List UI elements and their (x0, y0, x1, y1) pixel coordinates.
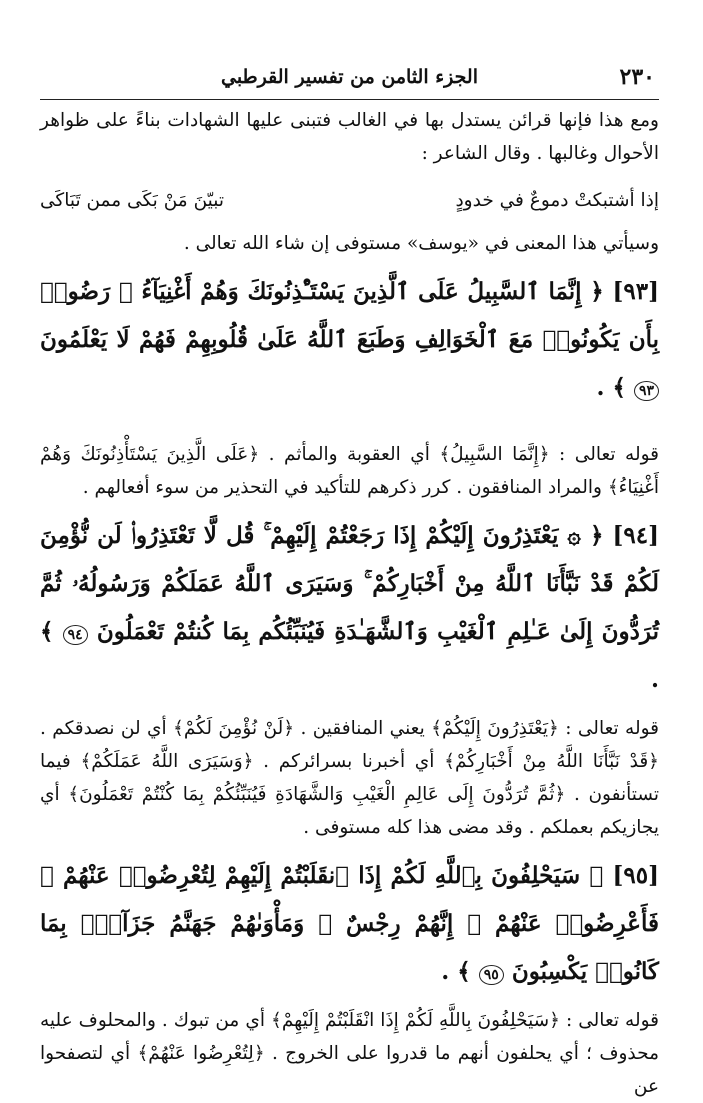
poem-second-hemistich: تبيّنَ مَنْ بَكَى ممن تَبَاكَى (40, 190, 224, 211)
verse-text: ﴿ إِنَّمَا ٱلسَّبِيلُ عَلَى ٱلَّذِينَ يَسْتَـْٔذِنُونَكَ وَهُمْ أَغْنِيَآءُ ۚ رَضُوا۟ بِأَن يَكُونُوا۟ مَعَ ٱلْخَوَالِفِ وَطَبَعَ ٱللَّهُ عَلَىٰ قُلُوبِهِمْ فَهُمْ لَا يَعْلَمُونَ (40, 278, 659, 353)
running-title: الجزء الثامن من تفسير القرطبي (220, 66, 478, 88)
paragraph-tafsir-95: قوله تعالى : ﴿سَيَحْلِفُونَ بِاللَّهِ لَكُمْ إِذَا انْقَلَبْتُمْ إِلَيْهِمْ﴾ أي من تبوك . والمحلوف عليه محذوف ؛ أي يحلفون أنهم ما قدروا على الخروج . ﴿لِتُعْرِضُوا عَنْهُمْ﴾ أي لتصفحوا عن (40, 1010, 659, 1097)
paragraph-yusuf-note: وسيأتي هذا المعنى في «يوسف» مستوفى إن شاء الله تعالى . (183, 233, 659, 254)
page-body (40, 104, 659, 1103)
verse-number: [٩٣] (612, 278, 659, 305)
ayah-end-mark: ٩٤ (63, 625, 88, 645)
verse-text: ﴿ ۞ يَعْتَذِرُونَ إِلَيْكُمْ إِذَا رَجَعْتُمْ إِلَيْهِمْ ۚ قُل لَّا تَعْتَذِرُوا۟ لَن نُّؤْمِنَ لَكُمْ قَدْ نَبَّأَنَا ٱللَّهُ مِنْ أَخْبَارِكُمْ ۚ وَسَيَرَى ٱللَّهُ عَمَلَكُمْ وَرَسُولُهُۥ ثُمَّ تُرَدُّونَ إِلَىٰ عَـٰلِمِ ٱلْغَيْبِ وَٱلشَّهَـٰدَةِ فَيُنَبِّئُكُم بِمَا كُنتُمْ تَعْمَلُونَ (40, 522, 659, 645)
verse-number: [٩٤] (612, 522, 659, 549)
poem-first-hemistich: إذا أشتبكتْ دموعٌ في خدودٍ (455, 190, 659, 211)
poem-verse (40, 184, 659, 217)
quran-verse-94 (40, 512, 659, 704)
paragraph-intro: ومع هذا فإنها قرائن يستدل بها في الغالب فتبنى عليها الشهادات بناءً على ظواهر الأحوال وغالبها . وقال الشاعر : (40, 110, 659, 164)
verse-close: ﴾ . (596, 374, 626, 401)
verse-close: ﴾ . (40, 618, 659, 693)
page-header (40, 58, 659, 98)
page-number: ٢٣٠ (619, 64, 655, 90)
paragraph-tafsir-94: قوله تعالى : ﴿يَعْتَذِرُونَ إِلَيْكُمْ﴾ يعني المنافقين . ﴿لَنْ نُؤْمِنَ لَكُمْ﴾ أي لن نصدقكم . ﴿قَدْ نَبَّأَنَا اللَّهُ مِنْ أَخْبَارِكُمْ﴾ أي أخبرنا بسرائركم . ﴿وَسَيَرَى اللَّهُ عَمَلَكُمْ﴾ فيما تستأنفون . ﴿ثُمَّ تُرَدُّونَ إِلَى عَالِمِ الْغَيْبِ وَالشَّهَادَةِ فَيُنَبِّئُكُمْ بِمَا كُنْتُمْ تَعْمَلُونَ﴾ أي يجازيكم بعملكم . وقد مضى هذا كله مستوفى . (40, 718, 659, 838)
verse-close: ﴾ . (441, 958, 471, 985)
quran-verse-93 (40, 268, 659, 412)
header-rule (40, 99, 659, 100)
ayah-end-mark: ٩٣ (634, 381, 659, 401)
verse-text: ﴿ سَيَحْلِفُونَ بِٱللَّهِ لَكُمْ إِذَا ٱنقَلَبْتُمْ إِلَيْهِمْ لِتُعْرِضُوا۟ عَنْهُمْ ۖ فَأَعْرِضُوا۟ عَنْهُمْ ۖ إِنَّهُمْ رِجْسٌ ۖ وَمَأْوَىٰهُمْ جَهَنَّمُ جَزَآءًۢ بِمَا كَانُوا۟ يَكْسِبُونَ (40, 862, 659, 985)
paragraph-tafsir-93: قوله تعالى : ﴿إِنَّمَا السَّبِيلُ﴾ أي العقوبة والمأثم . ﴿عَلَى الَّذِينَ يَسْتَأْذِنُونَكَ وَهُمْ أَغْنِيَاءُ﴾ والمراد المنافقون . كرر ذكرهم للتأكيد في التحذير من سوء أفعالهم . (40, 444, 659, 498)
verse-number: [٩٥] (612, 862, 659, 889)
ayah-end-mark: ٩٥ (479, 965, 504, 985)
quran-verse-95 (40, 852, 659, 996)
